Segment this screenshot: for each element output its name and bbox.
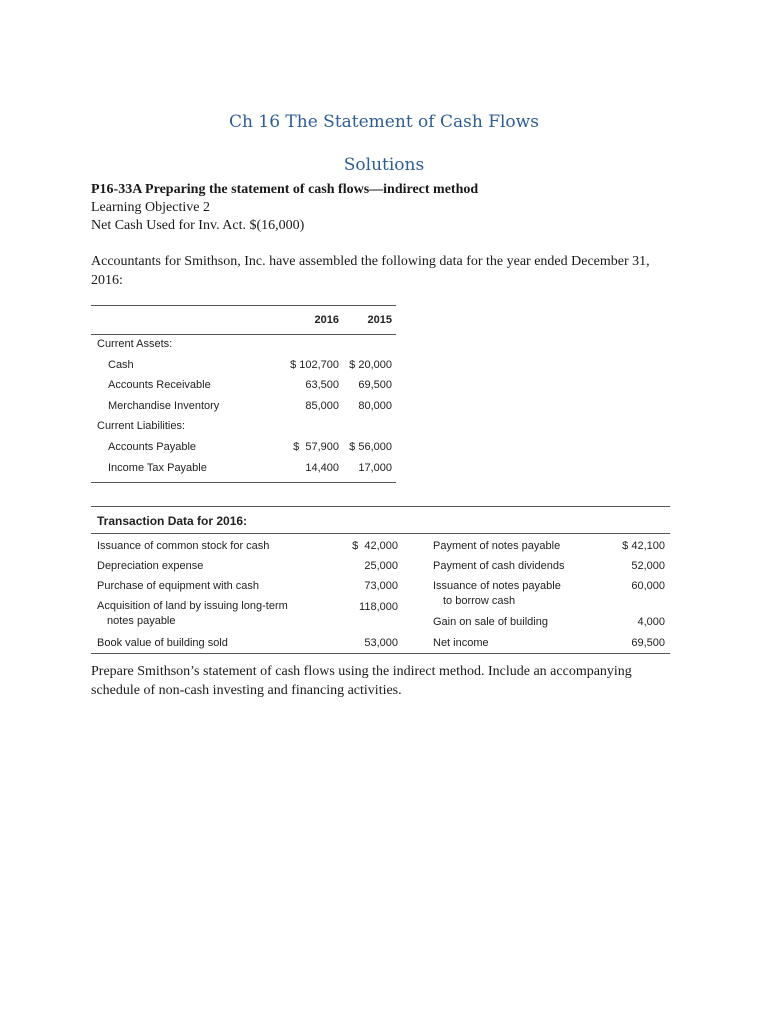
transaction-table bbox=[91, 506, 670, 654]
txn-value: 73,000 bbox=[364, 580, 398, 592]
intro-paragraph: Accountants for Smithson, Inc. have assembled the following data for the year ended December 31, 2016: bbox=[91, 254, 650, 288]
txn-label-continued: notes payable bbox=[107, 615, 176, 627]
txn-label: Acquisition of land by issuing long-term bbox=[97, 600, 288, 612]
row-label-accounts-receivable: Accounts Receivable bbox=[108, 379, 211, 391]
header-divider bbox=[91, 533, 670, 534]
txn-label: Payment of notes payable bbox=[433, 540, 561, 552]
txn-label: Gain on sale of building bbox=[433, 616, 548, 628]
balance-table bbox=[91, 305, 396, 483]
txn-label: Issuance of common stock for cash bbox=[97, 540, 270, 552]
section-current-assets: Current Assets: bbox=[97, 338, 173, 350]
txn-label-continued: to borrow cash bbox=[443, 595, 516, 607]
value-itp-2015: 17,000 bbox=[358, 462, 392, 474]
document-subtitle: Solutions bbox=[343, 155, 425, 175]
txn-label: Book value of building sold bbox=[97, 637, 228, 649]
txn-value: 52,000 bbox=[631, 560, 665, 572]
value-itp-2016: 14,400 bbox=[305, 462, 339, 474]
txn-value: 118,000 bbox=[359, 601, 398, 613]
document-title: Ch 16 The Statement of Cash Flows bbox=[229, 112, 539, 132]
txn-value: $ 42,100 bbox=[622, 540, 665, 552]
transaction-table-title: Transaction Data for 2016: bbox=[97, 514, 248, 528]
row-label-cash: Cash bbox=[108, 359, 134, 371]
value-cash-2015: $ 20,000 bbox=[349, 359, 392, 371]
row-label-merchandise-inventory: Merchandise Inventory bbox=[108, 400, 220, 412]
txn-label: Purchase of equipment with cash bbox=[97, 580, 260, 592]
value-ar-2015: 69,500 bbox=[358, 379, 392, 391]
instructions-paragraph: Prepare Smithson’s statement of cash flows using the indirect method. Include an accompanying schedule of non-cash investing and financing activities. bbox=[91, 664, 632, 698]
value-ar-2016: 63,500 bbox=[305, 379, 339, 391]
learning-objective: Learning Objective 2 bbox=[91, 200, 210, 215]
txn-value: 4,000 bbox=[637, 616, 665, 628]
value-ap-2015: $ 56,000 bbox=[349, 441, 392, 453]
txn-value: $ 42,000 bbox=[352, 540, 398, 552]
problem-heading: P16-33A Preparing the statement of cash flows—indirect method bbox=[91, 182, 479, 197]
txn-value: 60,000 bbox=[631, 580, 665, 592]
column-header-2016: 2016 bbox=[314, 314, 339, 326]
txn-label: Depreciation expense bbox=[97, 560, 204, 572]
txn-value: 53,000 bbox=[364, 637, 398, 649]
value-cash-2016: $ 102,700 bbox=[290, 359, 339, 371]
txn-value: 69,500 bbox=[631, 637, 665, 649]
value-inventory-2015: 80,000 bbox=[358, 400, 392, 412]
txn-label: Issuance of notes payable bbox=[433, 580, 561, 592]
value-inventory-2016: 85,000 bbox=[305, 400, 339, 412]
row-label-accounts-payable: Accounts Payable bbox=[108, 441, 197, 453]
txn-label: Net income bbox=[433, 637, 489, 649]
txn-label: Payment of cash dividends bbox=[433, 560, 565, 572]
column-header-2015: 2015 bbox=[367, 314, 392, 326]
row-label-income-tax-payable: Income Tax Payable bbox=[108, 462, 207, 474]
header-divider bbox=[91, 334, 396, 335]
txn-value: 25,000 bbox=[364, 560, 398, 572]
value-ap-2016: $ 57,900 bbox=[293, 441, 339, 453]
section-current-liabilities: Current Liabilities: bbox=[97, 420, 186, 432]
answer-hint: Net Cash Used for Inv. Act. $(16,000) bbox=[91, 218, 305, 233]
